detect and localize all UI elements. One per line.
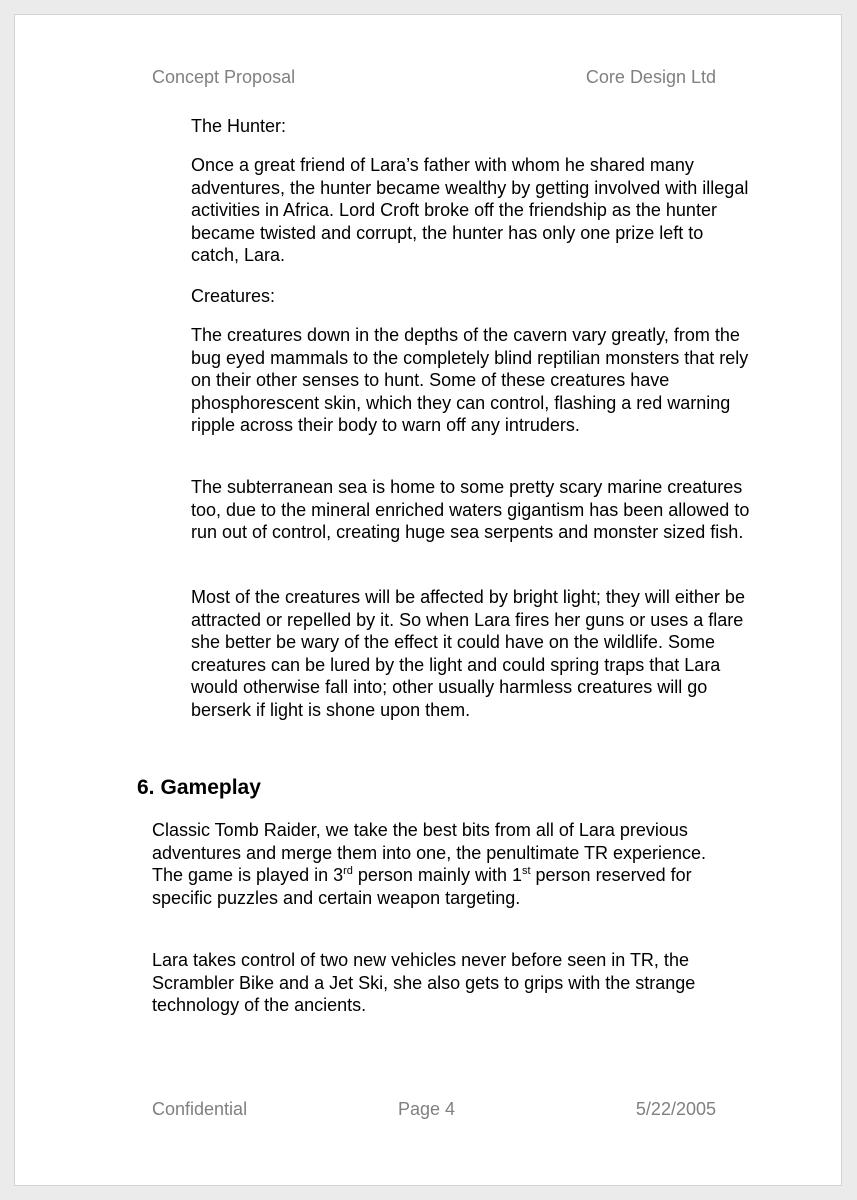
ordinal-superscript-rd: rd — [343, 865, 353, 878]
creatures-paragraph-3: Most of the creatures will be affected by bright light; they will either be attracted or repelled by it. So when Lara fires her guns or uses a flare she better be wary of the effect it could have on the wildlife. Some creatures can be lured by the light and could spring traps that Lara would otherwise fall into; other usually harmless creatures will go berserk if light is shone upon them. — [191, 587, 745, 720]
hunter-heading: The Hunter: — [191, 116, 287, 136]
footer-page-number: Page 4 — [398, 1099, 456, 1119]
document-page — [15, 15, 841, 1185]
header-title: Concept Proposal — [152, 67, 296, 87]
hunter-paragraph: Once a great friend of Lara’s father with whom he shared many adventures, the hunter became wealthy by getting involved with illegal activities in Africa. Lord Croft broke off the friendship as the hunter became twisted and corrupt, the hunter has only one prize left to catch, Lara. — [191, 155, 749, 266]
ordinal-superscript-st: st — [521, 865, 531, 878]
footer-date: 5/22/2005 — [635, 1099, 716, 1119]
section-number: 6. — [137, 776, 155, 799]
section-heading-gameplay — [137, 775, 261, 801]
creatures-paragraph-1: The creatures down in the depths of the cavern vary greatly, from the bug eyed mammals to the completely blind reptilian monsters that rely on their other senses to hunt. Some of these creatures have phosphorescent skin, which they can control, flashing a red warning ripple across their body to warn off any intruders. — [191, 325, 749, 436]
footer-confidential: Confidential — [152, 1099, 248, 1119]
gameplay-paragraph-1 — [152, 819, 732, 909]
creatures-paragraph-2: The subterranean sea is home to some pretty scary marine creatures too, due to the mineral enriched waters gigantism has been allowed to run out of control, creating huge sea serpents and monster sized fish. — [191, 477, 750, 543]
section-title: Gameplay — [160, 776, 261, 799]
gameplay-p1-text-c: person reserved for specific puzzles and certain weapon targeting. — [152, 865, 692, 908]
gameplay-p1-text-b: person mainly with 1 — [352, 865, 522, 886]
gameplay-p1-text-a: Classic Tomb Raider, we take the best bits from all of Lara previous adventures and merge them into one, the penultimate TR experience. The game is played in 3 — [152, 820, 707, 886]
creatures-heading: Creatures: — [191, 286, 276, 306]
header-company: Core Design Ltd — [585, 67, 716, 87]
gameplay-paragraph-2: Lara takes control of two new vehicles never before seen in TR, the Scrambler Bike and a Jet Ski, she also gets to grips with the strange technology of the ancients. — [152, 950, 696, 1016]
